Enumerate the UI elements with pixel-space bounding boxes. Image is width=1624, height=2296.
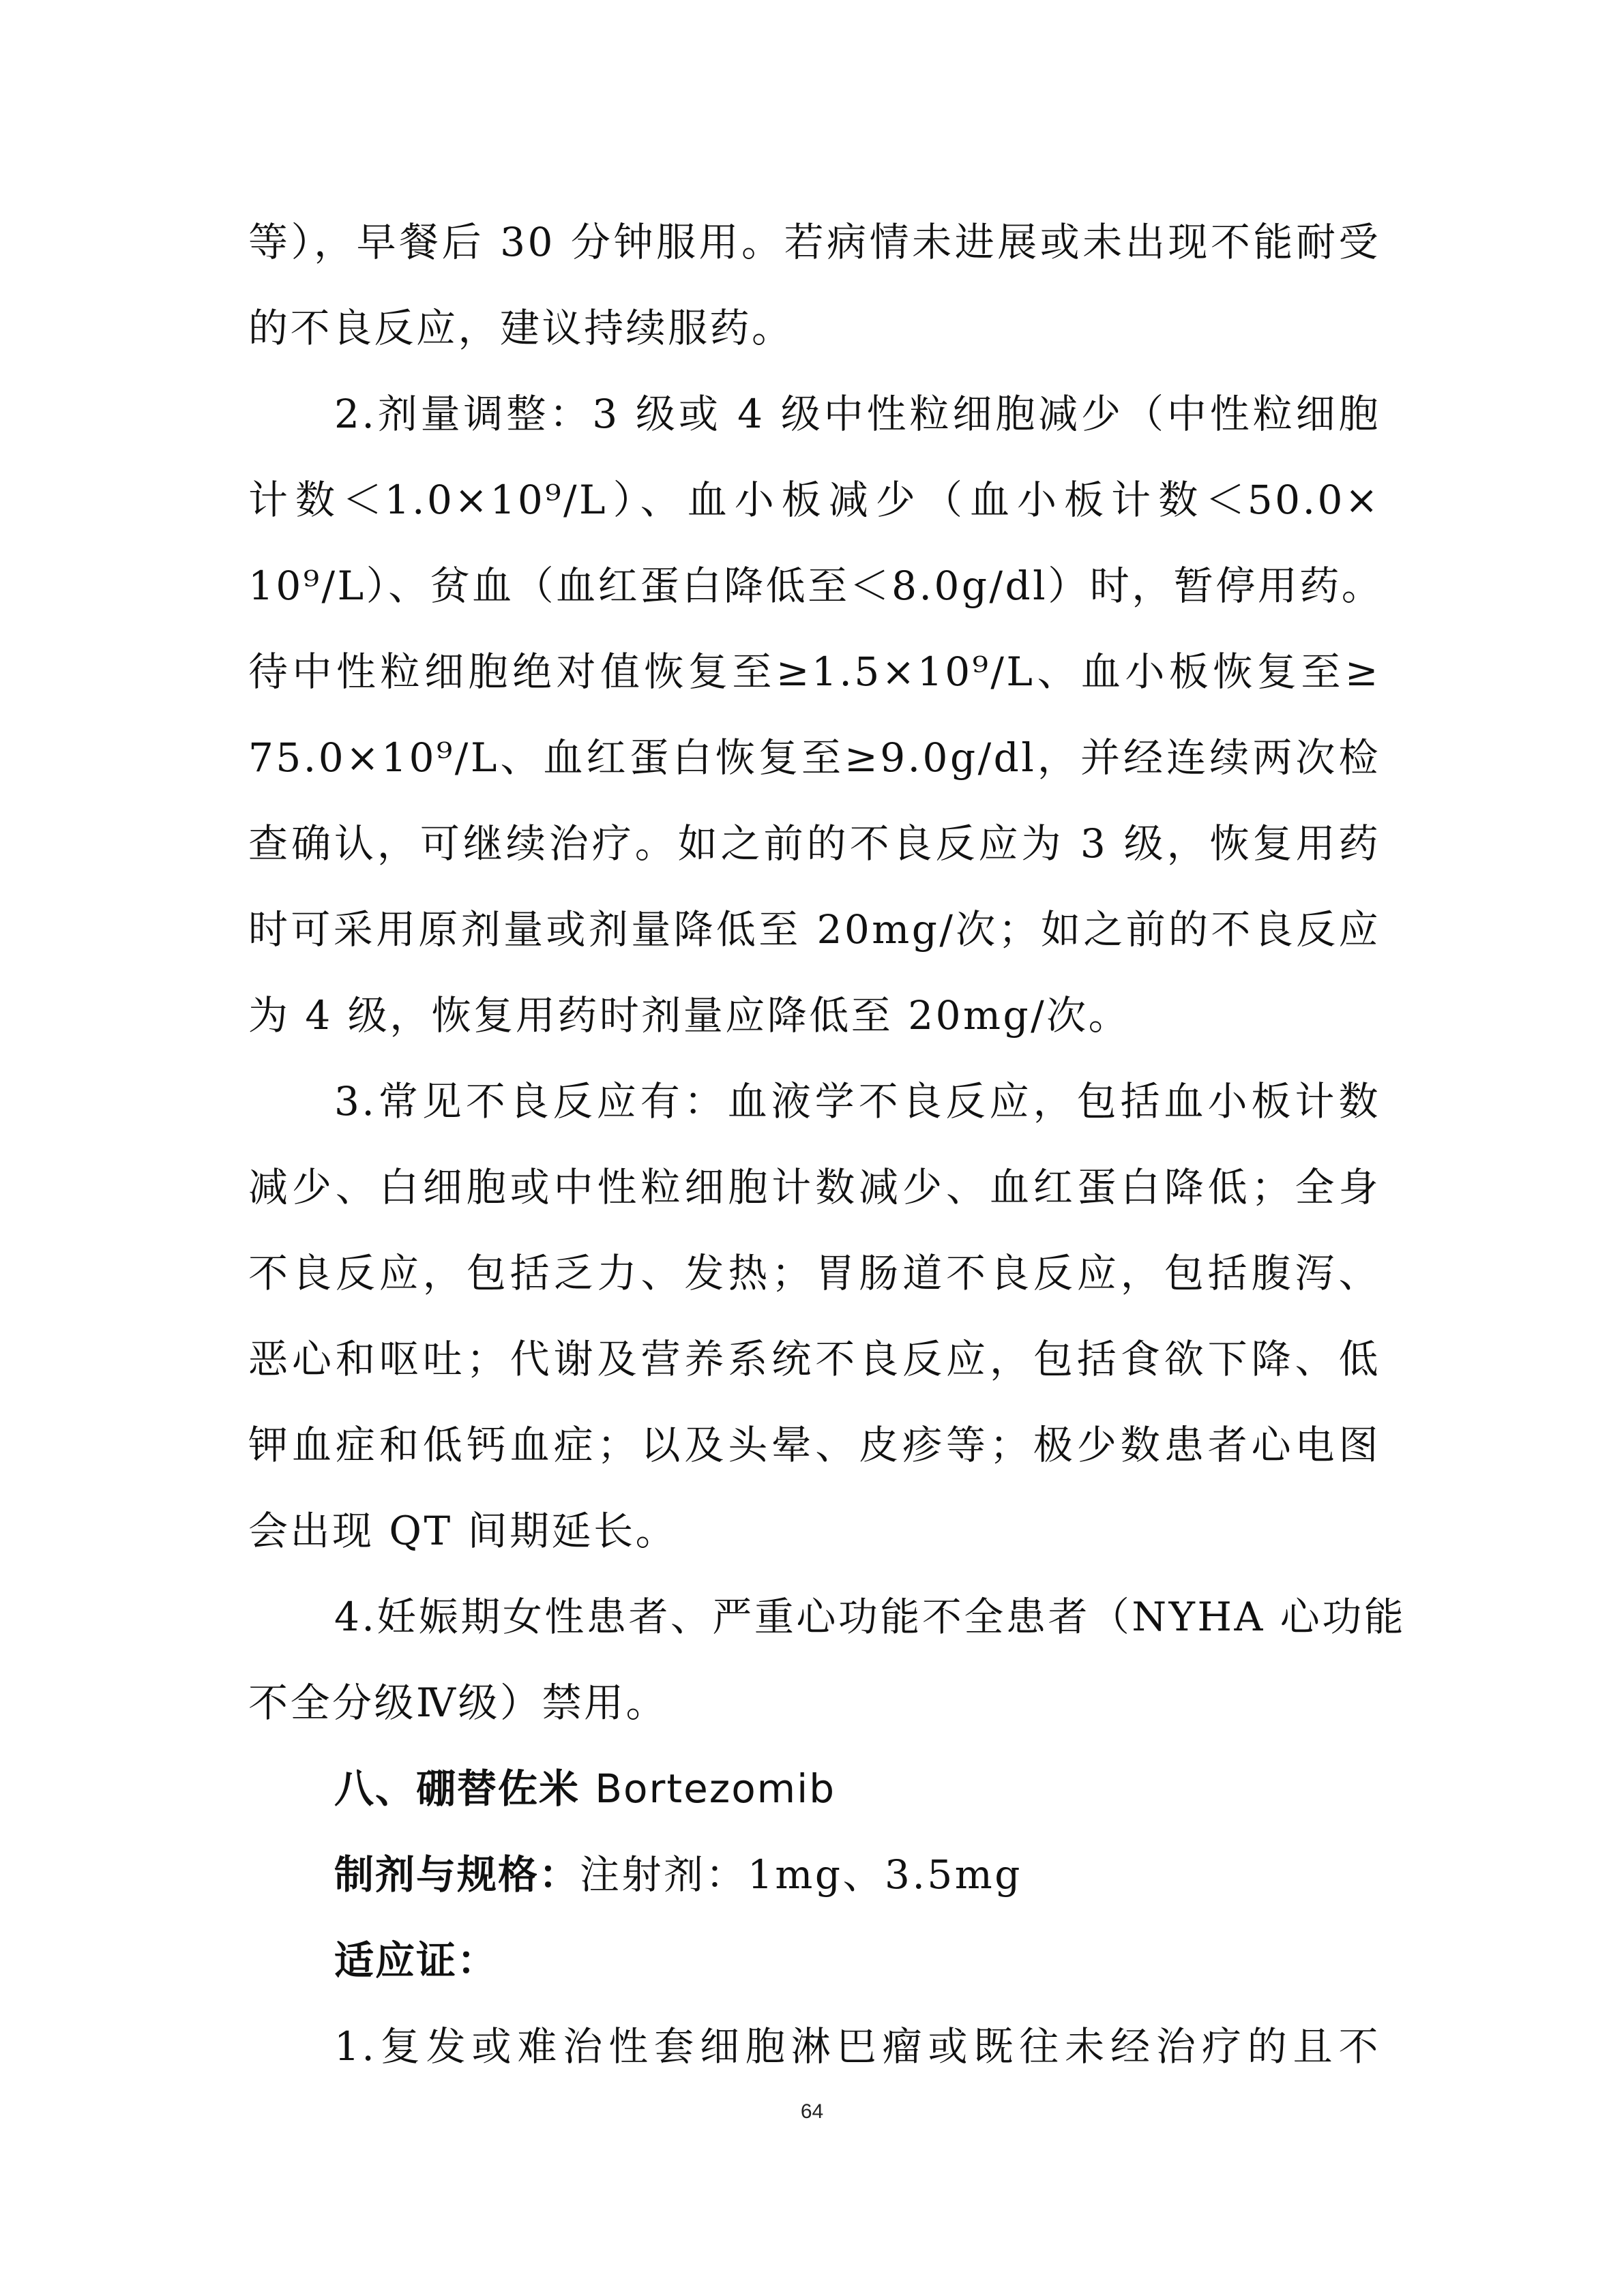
formulation-value: 注射剂：1mg、3.5mg [580, 1851, 1022, 1898]
body-line-15: 钾血症和低钙血症；以及头晕、皮疹等；极少数患者心电图 [248, 1422, 1381, 1468]
indication-item-1: 1.复发或难治性套细胞淋巴瘤或既往未经治疗的且不 [334, 2023, 1381, 2070]
body-line-2: 的不良反应，建议持续服药。 [248, 305, 794, 351]
drug-heading [248, 1746, 1381, 1832]
formulation-line [248, 1832, 1381, 1918]
body-line-4: 计数＜1.0×10⁹/L）、血小板减少（血小板计数＜50.0× [248, 477, 1381, 523]
body-line-7: 75.0×10⁹/L、血红蛋白恢复至≥9.0g/dl，并经连续两次检 [248, 734, 1381, 781]
indication-heading: 适应证： [334, 1937, 499, 1984]
body-line-11: 3.常见不良反应有：血液学不良反应，包括血小板计数 [334, 1078, 1381, 1124]
formulation-label: 制剂与规格： [334, 1851, 580, 1898]
body-line-10: 为 4 级，恢复用药时剂量应降低至 20mg/次。 [248, 992, 1131, 1039]
body-line-9: 时可采用原剂量或剂量降低至 20mg/次；如之前的不良反应 [248, 906, 1381, 953]
body-line-6: 待中性粒细胞绝对值恢复至≥1.5×10⁹/L、血小板恢复至≥ [248, 648, 1381, 695]
body-line-8: 查确认，可继续治疗。如之前的不良反应为 3 级，恢复用药 [248, 820, 1381, 867]
body-line-18: 不全分级Ⅳ级）禁用。 [248, 1680, 668, 1726]
body-line-12: 减少、白细胞或中性粒细胞计数减少、血红蛋白降低；全身 [248, 1164, 1381, 1210]
drug-heading-prefix: 八、硼替佐米 [334, 1765, 595, 1812]
page-number: 64 [800, 2100, 824, 2123]
body-line-13: 不良反应，包括乏力、发热；胃肠道不良反应，包括腹泻、 [248, 1250, 1381, 1296]
body-line-5: 10⁹/L）、贫血（血红蛋白降低至＜8.0g/dl）时，暂停用药。 [248, 563, 1384, 609]
document-page [248, 199, 1406, 2089]
body-line-1: 等），早餐后 30 分钟服用。若病情未进展或未出现不能耐受 [248, 219, 1381, 265]
body-line-14: 恶心和呕吐；代谢及营养系统不良反应，包括食欲下降、低 [248, 1336, 1381, 1382]
drug-heading-english-name: Bortezomib [595, 1765, 836, 1812]
body-line-16: 会出现 QT 间期延长。 [248, 1508, 678, 1554]
body-line-3: 2.剂量调整：3 级或 4 级中性粒细胞减少（中性粒细胞 [334, 391, 1381, 437]
body-line-17: 4.妊娠期女性患者、严重心功能不全患者（NYHA 心功能 [334, 1594, 1406, 1640]
